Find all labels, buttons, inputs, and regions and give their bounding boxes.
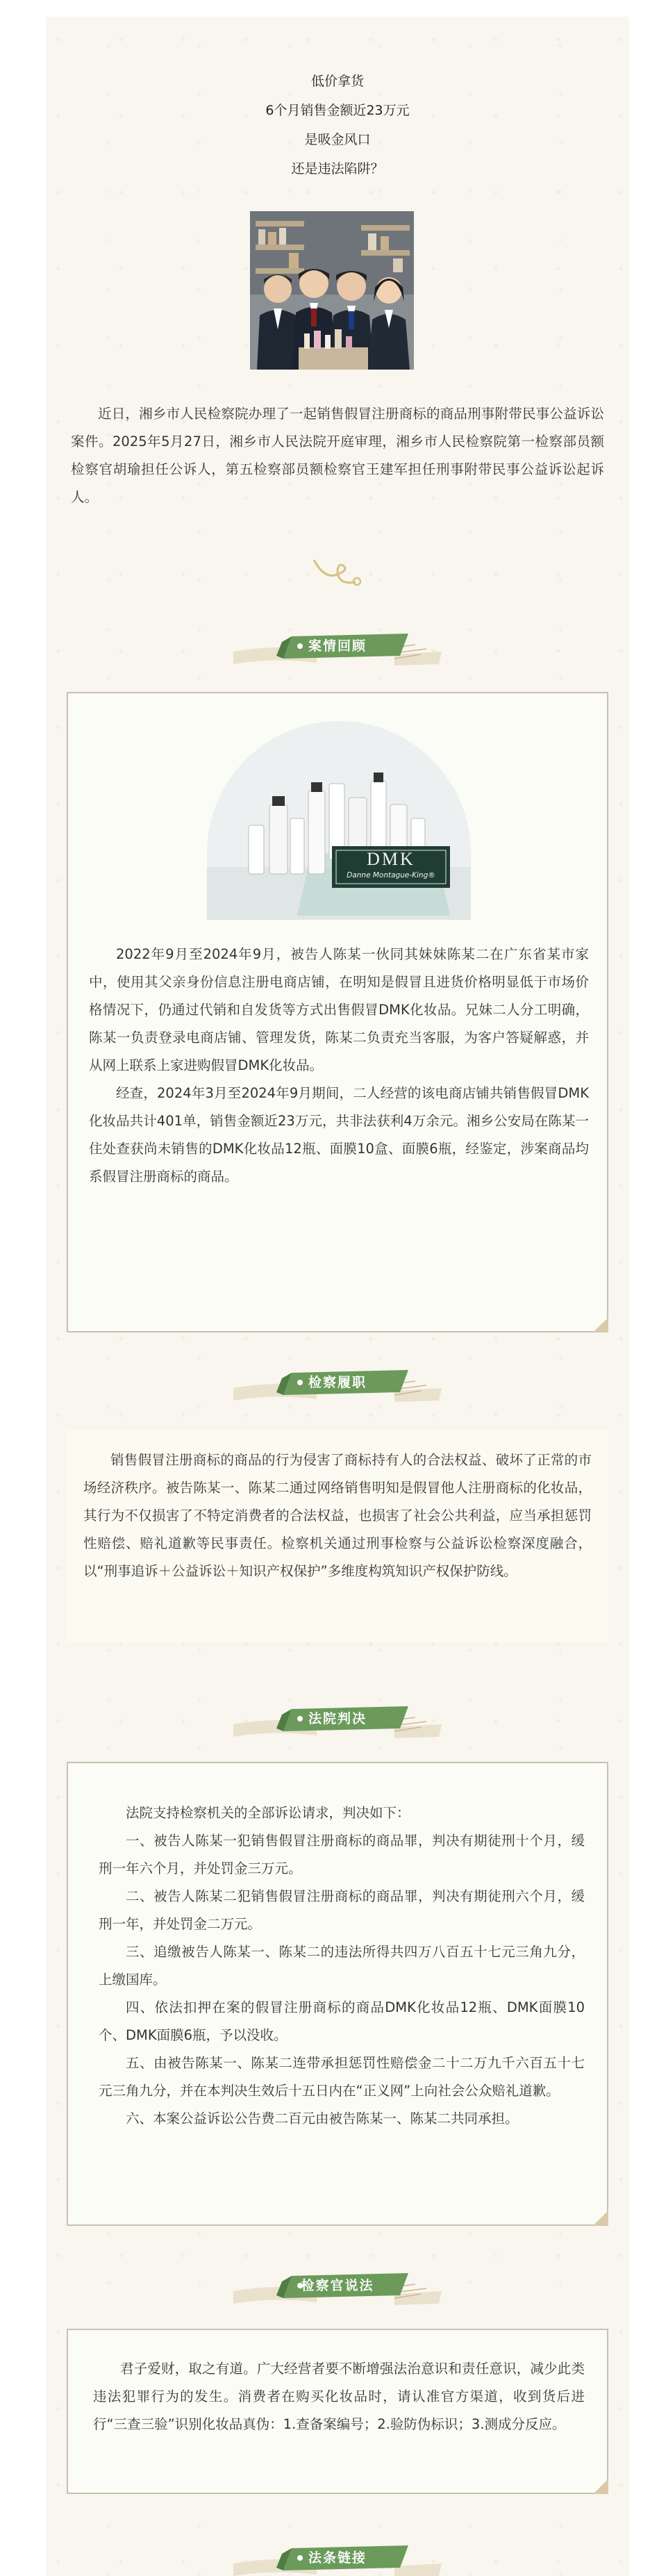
verdict-text (99, 1799, 585, 2133)
verdict-item-5: 五、由被告陈某一、陈某二连带承担惩罚性赔偿金二十二万九千六百五十七元三角九分，并在本判决生效后十五日内在“正义网”上向社会公众赔礼道歉。 (99, 2055, 585, 2099)
case-review-paragraph-2: 经查，2024年3月至2024年9月期间，二人经营的该电商店铺共销售假冒DMK化妆品共计401单，销售金额近23万元，共非法获利4万余元。湘乡公安局在陈某一住处查获尚未销售的DMK化妆品12瓶、面膜10盒、面膜6瓶，经鉴定，涉案商品均系假冒注册商标的商品。 (89, 1085, 589, 1184)
product-subbrand-label: Danne Montague-King® (347, 871, 435, 880)
verdict-panel (67, 1762, 608, 2226)
section-title-case-review: 案情回顾 (308, 638, 367, 654)
product-photo (207, 721, 471, 920)
product-brand-label: DMK (367, 849, 415, 869)
verdict-item-4: 四、依法扣押在案的假冒注册商标的商品DMK化妆品12瓶、DMK面膜10个、DMK面膜6瓶，予以没收。 (99, 1999, 585, 2043)
prosecutor-says-paragraph: 君子爱财，取之有道。广大经营者要不断增强法治意识和责任意识，减少此类违法犯罪行为的发生。消费者在购买化妆品时，请认准官方渠道，收到货后进行“三查三验”识别化妆品真伪：1.查备案编号；2.验防伪标识；3.测成分反应。 (93, 2361, 585, 2432)
procuratorate-paragraph: 销售假冒注册商标的商品的行为侵害了商标持有人的合法权益、破坏了正常的市场经济秩序。被告陈某一、陈某二通过网络销售明知是假冒他人注册商标的化妆品，其行为不仅损害了不特定消费者的合法权益，也损害了社会公共利益，应当承担惩罚性赔偿、赔礼道歉等民事责任。检察机关通过刑事检察与公益诉讼检察深度融合，以“刑事追诉＋公益诉讼＋知识产权保护”多维度构筑知识产权保护防线。 (83, 1452, 592, 1579)
verdict-item-2: 二、被告人陈某二犯销售假冒注册商标的商品罪，判决有期徒刑六个月，缓刑一年，并处罚金二万元。 (99, 1888, 585, 1932)
section-banner-prosecutor-says (46, 2258, 629, 2313)
procuratorate-panel (67, 1430, 608, 1642)
headline-line-1: 低价拿货 (310, 74, 364, 89)
section-banner-case-review (46, 618, 629, 674)
verdict-item-3: 三、追缴被告人陈某一、陈某二的违法所得共四万八百五十七元三角九分，上缴国库。 (99, 1944, 585, 1988)
section-title-verdict: 法院判决 (308, 1711, 367, 1726)
section-banner-verdict (46, 1691, 629, 1747)
verdict-item-6: 六、本案公益诉讼公告费二百元由被告陈某一、陈某二共同承担。 (126, 2111, 519, 2127)
headline-line-4: 还是违法陷阱？ (291, 161, 384, 176)
prosecutor-says-panel (67, 2329, 608, 2494)
section-banner-procuratorate (46, 1355, 629, 1410)
case-review-panel (67, 692, 608, 1332)
section-banner-legal-link (46, 2530, 629, 2576)
intro-paragraph: 近日，湘乡市人民检察院办理了一起销售假冒注册商标的商品刑事附带民事公益诉讼案件。2025年5月27日，湘乡市人民法院开庭审理，湘乡市人民检察院第一检察部员额检察官胡瑜担任公诉人，第五检察部员额检察官王建军担任刑事附带民事公益诉讼起诉人。 (71, 406, 604, 505)
verdict-intro: 法院支持检察机关的全部诉讼请求，判决如下： (126, 1805, 410, 1821)
section-title-legal-link: 法条链接 (308, 2550, 367, 2566)
article-page (46, 17, 629, 2576)
squiggle-ornament-icon (310, 546, 365, 595)
case-review-text (89, 941, 589, 1191)
verdict-item-1: 一、被告人陈某一犯销售假冒注册商标的商品罪，判决有期徒刑十个月，缓刑一年六个月，并处罚金三万元。 (99, 1833, 585, 1876)
section-title-prosecutor-says: 检察官说法 (301, 2278, 374, 2293)
inspectors-illustration (250, 211, 414, 370)
headline-line-3: 是吸金风口 (304, 132, 371, 147)
headline-line-2: 6个月销售金额近23万元 (265, 103, 410, 118)
case-review-paragraph-1: 2022年9月至2024年9月，被告人陈某一伙同其妹妹陈某二在广东省某市家中，使用其父亲身份信息注册电商店铺，在明知是假冒且进货价格明显低于市场价格情况下，仍通过代销和自发货等方式出售假冒DMK化妆品。兄妹二人分工明确，陈某一负责登录电商店铺、管理发货，陈某二负责充当客服，为客户答疑解惑，并从网上联系上家进购假冒DMK化妆品。 (89, 946, 589, 1073)
section-title-procuratorate: 检察履职 (308, 1375, 367, 1390)
